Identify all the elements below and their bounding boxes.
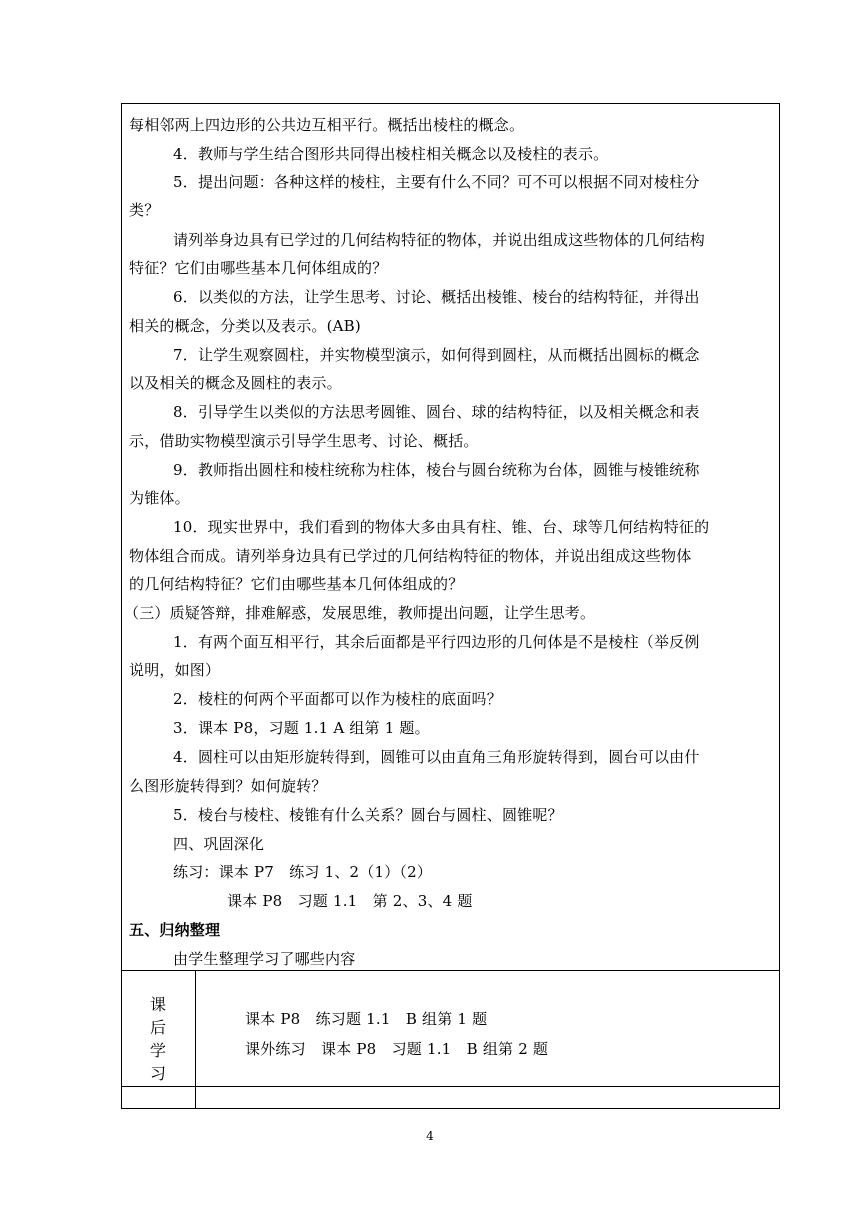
- body-line: 说明，如图）: [129, 661, 221, 679]
- row-divider: [121, 1086, 780, 1087]
- body-line: 5．提出问题：各种这样的棱柱，主要有什么不同？可不可以根据不同对棱柱分: [173, 173, 700, 191]
- body-line: 4．圆柱可以由矩形旋转得到，圆锥可以由直角三角形旋转得到，圆台可以由什: [173, 748, 700, 766]
- section-heading: 四、巩固深化: [173, 835, 265, 853]
- body-line: 示，借助实物模型演示引导学生思考、讨论、概括。: [129, 432, 479, 450]
- body-line: 物体组合而成。请列举身边具有已学过的几何结构特征的物体，并说出组成这些物体: [129, 547, 692, 565]
- body-line: 7．让学生观察圆柱，并实物模型演示，如何得到圆柱，从而概括出圆标的概念: [173, 346, 700, 364]
- homework-line: 课本 P8 练习题 1.1 B 组第 1 题: [245, 1010, 488, 1028]
- section-heading: 五、归纳整理: [129, 921, 221, 939]
- body-line: 9．教师指出圆柱和棱柱统称为柱体，棱台与圆台统称为台体，圆锥与棱锥统称: [173, 461, 700, 479]
- label-char: 课: [149, 995, 166, 1014]
- section-heading: （三）质疑答辩，排难解惑，发展思维，教师提出问题，让学生思考。: [124, 604, 596, 622]
- body-line: 每相邻两上四边形的公共边互相平行。概括出棱柱的概念。: [129, 116, 525, 134]
- label-char: 习: [149, 1064, 166, 1083]
- body-line: 请列举身边具有已学过的几何结构特征的物体，并说出组成这些物体的几何结构: [173, 231, 706, 249]
- page-number: 4: [426, 1129, 434, 1143]
- body-line: 3．课本 P8，习题 1.1 A 组第 1 题。: [173, 719, 430, 737]
- body-line: 特征？它们由哪些基本几何体组成的？: [129, 259, 388, 277]
- body-line: 么图形旋转得到？如何旋转？: [129, 777, 327, 795]
- homework-line: 课外练习 课本 P8 习题 1.1 B 组第 2 题: [245, 1040, 549, 1058]
- body-line: 由学生整理学习了哪些内容: [173, 950, 356, 968]
- column-divider: [195, 970, 196, 1109]
- body-line: 为锥体。: [129, 489, 190, 507]
- body-line: 1．有两个面互相平行，其余后面都是平行四边形的几何体是不是棱柱（举反例: [173, 633, 700, 651]
- body-line: 以及相关的概念及圆柱的表示。: [129, 374, 342, 392]
- body-line: 8．引导学生以类似的方法思考圆锥、圆台、球的结构特征，以及相关概念和表: [173, 403, 700, 421]
- body-line: 4．教师与学生结合图形共同得出棱柱相关概念以及棱柱的表示。: [173, 145, 609, 163]
- row-divider: [121, 970, 780, 971]
- body-line: 练习：课本 P7 练习 1、2（1）（2）: [173, 863, 433, 881]
- body-line: 课本 P8 习题 1.1 第 2、3、4 题: [227, 892, 473, 910]
- label-char: 学: [149, 1041, 166, 1060]
- body-line: 6．以类似的方法，让学生思考、讨论、概括出棱锥、棱台的结构特征，并得出: [173, 288, 700, 306]
- body-line: 2．棱柱的何两个平面都可以作为棱柱的底面吗？: [173, 690, 502, 708]
- label-char: 后: [149, 1018, 166, 1037]
- body-line: 5．棱台与棱柱、棱锥有什么关系？圆台与圆柱、圆锥呢？: [173, 806, 563, 824]
- body-line: 10．现实世界中，我们看到的物体大多由具有柱、锥、台、球等几何结构特征的: [173, 518, 710, 536]
- body-line: 类？: [129, 201, 160, 219]
- body-line: 相关的概念，分类以及表示。(AB): [129, 317, 361, 335]
- body-line: 的几何结构特征？它们由哪些基本几何体组成的？: [129, 575, 464, 593]
